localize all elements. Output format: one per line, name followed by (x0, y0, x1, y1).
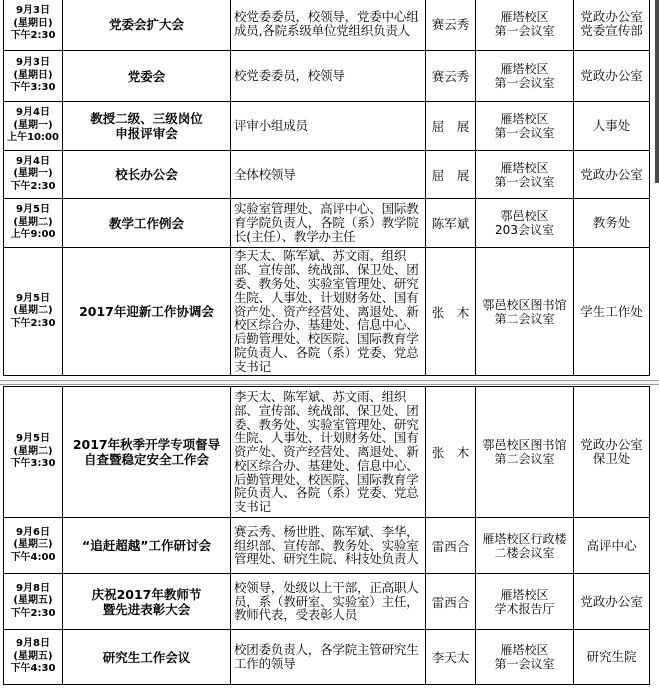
attendees-cell: 李天太、陈军斌、苏文雨、组织部、宣传部、统战部、保卫处、团委、教务处、实验室管理处、研究生院、人事处、计划财务处、国有资产处、资产经营处、离退处、新校区综合办、基建处、信息中心、后勤管理处、校医院、国际教育学院负责人、各院（系）党委、党总支书记 (231, 248, 426, 376)
organizer-line: 保卫处 (592, 451, 631, 466)
weekday: (星期日) (13, 17, 53, 29)
date: 9月4日 (16, 155, 50, 167)
meeting-title-cell (63, 102, 231, 151)
time: 下午3:30 (10, 458, 56, 470)
host-cell: 雷西合 (426, 518, 476, 574)
organizer-cell (574, 574, 650, 630)
date-time-cell (4, 151, 63, 199)
meeting-schedule-table-bottom (3, 386, 650, 685)
attendees-cell: 校领导，处级以上干部，正高职人员，系（教研室、实验室）主任，教师代表，受表彰人员 (231, 574, 426, 630)
meeting-title-cell (63, 387, 231, 518)
organizer-line: 党政办公室 (580, 593, 643, 609)
time: 下午4:00 (10, 551, 56, 563)
place-line: 雁塔校区 (500, 10, 549, 24)
time: 上午9:00 (10, 229, 56, 241)
weekday: (星期二) (13, 216, 53, 228)
date-time-cell (4, 51, 63, 102)
meeting-title: “追赶超越”工作研讨会 (82, 538, 211, 553)
table-row (4, 248, 650, 376)
host-cell: 张 木 (426, 387, 476, 518)
date: 9月6日 (16, 526, 50, 538)
attendees-cell: 李天太、陈军斌、苏文雨、组织部、宣传部、统战部、保卫处、团委、教务处、实验室管理处、研究生院、人事处、计划财务处、国有资产处、资产经营处、离退处、新校区综合办、基建处、信息中心、后勤管理处、校医院、国际教育学院负责人、各院（系）党委、党总支书记 (231, 387, 426, 518)
meeting-title: 党委会 (127, 68, 166, 84)
date: 9月5日 (16, 292, 50, 304)
time: 上午10:00 (7, 132, 59, 144)
time: 下午2:30 (10, 30, 56, 42)
attendees-cell: 实验室管理处、高评中心、国际教育学院负责人，各院（系）教学院长(主任）、教学办主任 (231, 199, 426, 248)
table-row (4, 0, 650, 51)
organizer-line: 党政办公室 (580, 437, 643, 452)
meeting-title-cell (63, 151, 231, 199)
organizer-cell (574, 102, 650, 151)
place-line: 雁塔校区 (500, 160, 549, 175)
scrollbar-thumb[interactable] (655, 0, 659, 183)
table-row (4, 102, 650, 151)
meeting-title: 庆祝2017年教师节 (91, 586, 202, 602)
meeting-schedule-table-top (3, 0, 650, 376)
place-line: 雁塔校区 (500, 112, 549, 126)
place-line: 第一会议室 (494, 24, 555, 38)
place-cell (476, 630, 574, 685)
date-time-cell (4, 387, 63, 518)
attendees-cell: 评审小组成员 (231, 102, 426, 151)
weekday: (星期一) (13, 119, 53, 131)
meeting-title: 申报评审会 (115, 126, 178, 141)
organizer-line: 党委宣传部 (580, 23, 643, 38)
table-row (4, 518, 650, 574)
organizer-cell (574, 199, 650, 248)
time: 下午2:30 (10, 607, 56, 619)
organizer-line: 人事处 (592, 118, 631, 133)
place-cell (476, 51, 574, 102)
weekday: (星期二) (13, 445, 53, 457)
place-line: 二楼会议室 (494, 545, 555, 560)
table-row (4, 387, 650, 518)
place-cell (476, 518, 574, 574)
meeting-title: 研究生工作会议 (102, 649, 191, 665)
organizer-cell (574, 630, 650, 685)
organizer-line: 党政办公室 (580, 166, 643, 182)
place-line: 雁塔校区行政楼 (482, 531, 567, 546)
date: 9月8日 (16, 638, 50, 650)
table-row (4, 51, 650, 102)
meeting-title: 校长办公会 (115, 167, 178, 182)
organizer-cell (574, 518, 650, 574)
place-cell (476, 199, 574, 248)
meeting-title-cell (63, 630, 231, 685)
weekday: (星期五) (13, 595, 53, 607)
place-line: 雁塔校区 (500, 62, 549, 76)
organizer-cell (574, 151, 650, 199)
place-line: 鄠邑校区图书馆 (482, 297, 567, 312)
weekday: (星期三) (13, 539, 53, 551)
place-line: 学术报告厅 (494, 601, 555, 616)
date-time-cell (4, 630, 63, 685)
meeting-title: 2017年秋季开学专项督导 (72, 437, 221, 452)
date-time-cell (4, 574, 63, 630)
meeting-title: 自查暨稳定安全工作会 (83, 452, 209, 467)
organizer-cell (574, 248, 650, 376)
place-line: 鄠邑校区图书馆 (482, 438, 567, 452)
place-line: 第一会议室 (494, 76, 555, 90)
host-cell: 屈 展 (426, 102, 476, 151)
meeting-title: 党委会扩大会 (108, 16, 184, 32)
organizer-cell (574, 387, 650, 518)
place-cell (476, 574, 574, 630)
date-time-cell (4, 0, 63, 51)
place-line: 雁塔校区 (500, 643, 549, 657)
table-row (4, 574, 650, 630)
date-time-cell (4, 102, 63, 151)
table-row (4, 630, 650, 685)
date-time-cell (4, 199, 63, 248)
host-cell: 赛云秀 (426, 0, 476, 51)
organizer-cell (574, 51, 650, 102)
place-cell (476, 151, 574, 199)
date: 9月5日 (16, 204, 50, 216)
date-time-cell (4, 248, 63, 376)
date: 9月3日 (16, 5, 50, 17)
section-separator (0, 380, 659, 385)
time: 下午4:30 (10, 663, 56, 675)
organizer-line: 教务处 (592, 215, 631, 230)
attendees-cell: 校党委委员，校领导，党委中心组成员,各院系级单位党组织负责人 (231, 0, 426, 51)
host-cell: 雷西合 (426, 574, 476, 630)
attendees-cell: 全体校领导 (231, 151, 426, 199)
host-cell: 张 木 (426, 248, 476, 376)
attendees-cell: 校团委负责人，各学院主管研究生工作的领导 (231, 630, 426, 685)
date: 9月5日 (16, 433, 50, 445)
host-cell: 赛云秀 (426, 51, 476, 102)
meeting-title: 暨先进表彰大会 (102, 601, 191, 617)
date-time-cell (4, 518, 63, 574)
attendees-cell: 赛云秀、杨世胜、陈军斌、李华，组织部、宣传部、教务处、实验室管理处、研究生院、科技处负责人 (231, 518, 426, 574)
organizer-cell (574, 0, 650, 51)
time: 下午2:30 (10, 317, 56, 329)
time: 下午2:30 (10, 180, 56, 192)
place-line: 雁塔校区 (500, 587, 549, 602)
weekday: (星期一) (13, 168, 53, 180)
place-cell (476, 387, 574, 518)
place-line: 第一会议室 (494, 174, 555, 189)
meeting-title-cell (63, 574, 231, 630)
place-cell (476, 248, 574, 376)
time: 下午3:30 (10, 82, 56, 94)
place-line: 第一会议室 (494, 126, 555, 140)
meeting-title: 教学工作例会 (108, 215, 184, 231)
date: 9月3日 (16, 57, 50, 69)
place-line: 203会议室 (495, 223, 554, 237)
meeting-title: 教授二级、三级岗位 (90, 111, 203, 126)
place-line: 鄠邑校区 (500, 209, 549, 223)
weekday: (星期日) (13, 69, 53, 81)
attendees-cell: 校党委委员，校领导 (231, 51, 426, 102)
meeting-title-cell (63, 0, 231, 51)
meeting-title-cell (63, 199, 231, 248)
organizer-line: 党政办公室 (580, 68, 643, 83)
meeting-title-cell (63, 518, 231, 574)
organizer-line: 学生工作处 (580, 303, 643, 319)
place-line: 第二会议室 (494, 452, 555, 466)
place-line: 第一会议室 (494, 657, 555, 671)
organizer-line: 研究生院 (586, 649, 637, 664)
place-cell (476, 0, 574, 51)
meeting-title-cell (63, 51, 231, 102)
host-cell: 屈 展 (426, 151, 476, 199)
table-row (4, 199, 650, 248)
organizer-line: 党政办公室 (580, 9, 643, 24)
date: 9月4日 (16, 107, 50, 119)
organizer-line: 高评中心 (586, 537, 637, 553)
table-row (4, 151, 650, 199)
weekday: (星期五) (13, 650, 53, 662)
meeting-title: 2017年迎新工作协调会 (79, 304, 214, 319)
weekday: (星期二) (13, 305, 53, 317)
place-line: 第二会议室 (494, 311, 555, 326)
host-cell: 李天太 (426, 630, 476, 685)
host-cell: 陈军斌 (426, 199, 476, 248)
place-cell (476, 102, 574, 151)
meeting-title-cell (63, 248, 231, 376)
date: 9月8日 (16, 582, 50, 594)
